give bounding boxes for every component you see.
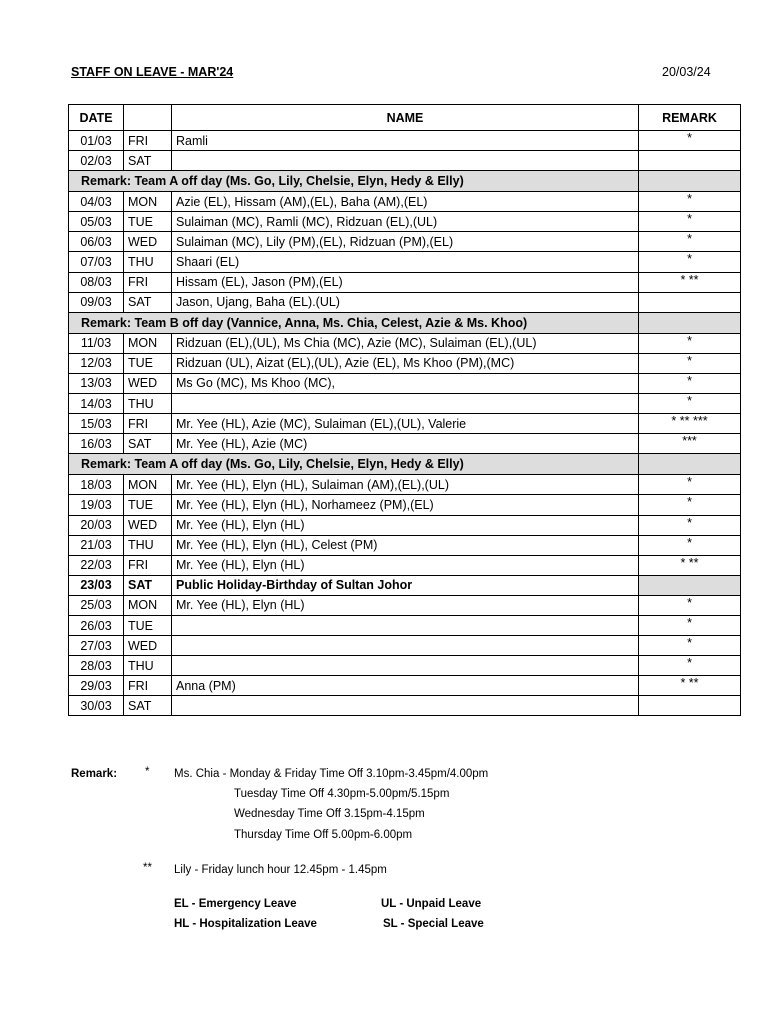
team-off-remark: Remark: Team B off day (Vannice, Anna, Ms. Chia, Celest, Azie & Ms. Khoo) (69, 312, 639, 333)
remark-cell: * (639, 192, 741, 212)
remark-cell (639, 292, 741, 312)
day-cell: WED (124, 373, 172, 393)
day-cell: TUE (124, 615, 172, 635)
day-cell: SAT (124, 575, 172, 595)
date-cell: 02/03 (69, 151, 124, 171)
names-cell: Ridzuan (EL),(UL), Ms Chia (MC), Azie (MC), Sulaiman (EL),(UL) (172, 333, 639, 353)
date-cell: 09/03 (69, 292, 124, 312)
date-cell: 08/03 (69, 272, 124, 292)
date-cell: 06/03 (69, 232, 124, 252)
day-cell: TUE (124, 212, 172, 232)
table-row (69, 636, 741, 656)
table-row (69, 676, 741, 696)
remark-cell: * (639, 495, 741, 515)
header-remark: REMARK (639, 105, 741, 131)
table-row (69, 272, 741, 292)
day-cell: THU (124, 535, 172, 555)
names-cell: Sulaiman (MC), Ramli (MC), Ridzuan (EL),(UL) (172, 212, 639, 232)
table-row (69, 595, 741, 615)
remark-cell: * (639, 535, 741, 555)
leave-table (68, 104, 741, 716)
table-row (69, 131, 741, 151)
date-cell: 30/03 (69, 696, 124, 716)
report-date: 20/03/24 (662, 65, 711, 79)
note-chia-line-1: Ms. Chia - Monday & Friday Time Off 3.10pm-3.45pm/4.00pm (174, 768, 489, 780)
names-cell: Sulaiman (MC), Lily (PM),(EL), Ridzuan (PM),(EL) (172, 232, 639, 252)
table-row (69, 373, 741, 393)
remarks-label: Remark: (71, 768, 118, 780)
date-cell: 28/03 (69, 656, 124, 676)
remark-cell: * (639, 212, 741, 232)
remark-cell: * (639, 656, 741, 676)
table-row (69, 615, 741, 635)
legend-el: EL - Emergency Leave (174, 898, 297, 910)
remark-cell: * (639, 595, 741, 615)
names-cell: Ms Go (MC), Ms Khoo (MC), (172, 373, 639, 393)
date-cell: 27/03 (69, 636, 124, 656)
names-cell: Mr. Yee (HL), Elyn (HL) (172, 515, 639, 535)
names-cell: Anna (PM) (172, 676, 639, 696)
table-row (69, 192, 741, 212)
names-cell: Public Holiday-Birthday of Sultan Johor (172, 575, 639, 595)
table-row (69, 515, 741, 535)
note-lily: Lily - Friday lunch hour 12.45pm - 1.45pm (174, 864, 387, 876)
date-cell: 22/03 (69, 555, 124, 575)
names-cell: Hissam (EL), Jason (PM),(EL) (172, 272, 639, 292)
names-cell: Jason, Ujang, Baha (EL).(UL) (172, 292, 639, 312)
team-off-remark: Remark: Team A off day (Ms. Go, Lily, Chelsie, Elyn, Hedy & Elly) (69, 171, 639, 192)
day-cell: FRI (124, 555, 172, 575)
remark-cell: * (639, 515, 741, 535)
legend-ul: UL - Unpaid Leave (381, 898, 482, 910)
names-cell (172, 394, 639, 414)
names-cell: Ramli (172, 131, 639, 151)
date-cell: 21/03 (69, 535, 124, 555)
table-row (69, 394, 741, 414)
date-cell: 29/03 (69, 676, 124, 696)
names-cell (172, 656, 639, 676)
day-cell: MON (124, 333, 172, 353)
band-remark-cell (639, 312, 741, 333)
table-row (69, 414, 741, 434)
remark-cell: * (639, 394, 741, 414)
date-cell: 15/03 (69, 414, 124, 434)
date-cell: 11/03 (69, 333, 124, 353)
names-cell: Mr. Yee (HL), Elyn (HL) (172, 595, 639, 615)
date-cell: 04/03 (69, 192, 124, 212)
date-cell: 20/03 (69, 515, 124, 535)
date-cell: 26/03 (69, 615, 124, 635)
day-cell: SAT (124, 696, 172, 716)
date-cell: 18/03 (69, 475, 124, 495)
band-remark-cell (639, 171, 741, 192)
remark-cell: * (639, 131, 741, 151)
remark-cell: *** (639, 434, 741, 454)
remark-cell (639, 575, 741, 595)
legend-hl: HL - Hospitalization Leave (174, 918, 317, 930)
table-row (69, 252, 741, 272)
day-cell: FRI (124, 676, 172, 696)
table-row (69, 696, 741, 716)
table-row (69, 353, 741, 373)
remark-cell: * ** *** (639, 414, 741, 434)
remark-cell (639, 696, 741, 716)
day-cell: THU (124, 394, 172, 414)
names-cell: Shaari (EL) (172, 252, 639, 272)
day-cell: FRI (124, 414, 172, 434)
names-cell (172, 696, 639, 716)
date-cell: 25/03 (69, 595, 124, 615)
date-cell: 13/03 (69, 373, 124, 393)
remark-cell: * (639, 232, 741, 252)
table-row (69, 212, 741, 232)
header-date: DATE (69, 105, 124, 131)
names-cell (172, 151, 639, 171)
date-cell: 07/03 (69, 252, 124, 272)
header-day (124, 105, 172, 131)
names-cell: Mr. Yee (HL), Elyn (HL), Celest (PM) (172, 535, 639, 555)
day-cell: MON (124, 475, 172, 495)
holiday-row (69, 575, 741, 595)
table-row (69, 434, 741, 454)
day-cell: SAT (124, 151, 172, 171)
date-cell: 12/03 (69, 353, 124, 373)
remark-cell: * (639, 252, 741, 272)
day-cell: THU (124, 656, 172, 676)
table-body (69, 131, 741, 716)
note-chia-line-3: Wednesday Time Off 3.15pm-4.15pm (234, 808, 425, 820)
page-title: STAFF ON LEAVE - MAR'24 (71, 65, 234, 79)
table-row (69, 495, 741, 515)
footnote-star-2: ** (143, 862, 152, 874)
team-off-band (69, 454, 741, 475)
day-cell: WED (124, 232, 172, 252)
note-chia-line-4: Thursday Time Off 5.00pm-6.00pm (234, 829, 413, 841)
date-cell: 19/03 (69, 495, 124, 515)
names-cell (172, 615, 639, 635)
day-cell: SAT (124, 292, 172, 312)
names-cell: Ridzuan (UL), Aizat (EL),(UL), Azie (EL), Ms Khoo (PM),(MC) (172, 353, 639, 373)
table-row (69, 656, 741, 676)
day-cell: TUE (124, 495, 172, 515)
remark-cell: * ** (639, 555, 741, 575)
table-row (69, 333, 741, 353)
date-cell: 23/03 (69, 575, 124, 595)
footnote-star-1: * (145, 766, 150, 778)
remark-cell: * (639, 636, 741, 656)
day-cell: FRI (124, 131, 172, 151)
day-cell: THU (124, 252, 172, 272)
names-cell: Mr. Yee (HL), Azie (MC) (172, 434, 639, 454)
names-cell: Mr. Yee (HL), Azie (MC), Sulaiman (EL),(UL), Valerie (172, 414, 639, 434)
remark-cell: * (639, 615, 741, 635)
table-row (69, 151, 741, 171)
day-cell: SAT (124, 434, 172, 454)
remark-cell: * (639, 333, 741, 353)
band-remark-cell (639, 454, 741, 475)
table-row (69, 232, 741, 252)
table-row (69, 555, 741, 575)
day-cell: MON (124, 595, 172, 615)
team-off-band (69, 171, 741, 192)
header-name: NAME (172, 105, 639, 131)
date-cell: 14/03 (69, 394, 124, 414)
legend-sl: SL - Special Leave (383, 918, 484, 930)
remark-cell: * (639, 475, 741, 495)
day-cell: WED (124, 636, 172, 656)
team-off-band (69, 312, 741, 333)
names-cell: Mr. Yee (HL), Elyn (HL), Sulaiman (AM),(EL),(UL) (172, 475, 639, 495)
remark-cell: * (639, 373, 741, 393)
date-cell: 01/03 (69, 131, 124, 151)
day-cell: MON (124, 192, 172, 212)
remark-cell (639, 151, 741, 171)
table-row (69, 535, 741, 555)
team-off-remark: Remark: Team A off day (Ms. Go, Lily, Chelsie, Elyn, Hedy & Elly) (69, 454, 639, 475)
table-row (69, 292, 741, 312)
table-header-row (69, 105, 741, 131)
names-cell: Azie (EL), Hissam (AM),(EL), Baha (AM),(EL) (172, 192, 639, 212)
names-cell: Mr. Yee (HL), Elyn (HL) (172, 555, 639, 575)
table-row (69, 475, 741, 495)
names-cell (172, 636, 639, 656)
date-cell: 05/03 (69, 212, 124, 232)
remark-cell: * ** (639, 272, 741, 292)
names-cell: Mr. Yee (HL), Elyn (HL), Norhameez (PM),(EL) (172, 495, 639, 515)
day-cell: WED (124, 515, 172, 535)
remark-cell: * (639, 353, 741, 373)
remark-cell: * ** (639, 676, 741, 696)
date-cell: 16/03 (69, 434, 124, 454)
day-cell: TUE (124, 353, 172, 373)
note-chia-line-2: Tuesday Time Off 4.30pm-5.00pm/5.15pm (234, 788, 450, 800)
day-cell: FRI (124, 272, 172, 292)
